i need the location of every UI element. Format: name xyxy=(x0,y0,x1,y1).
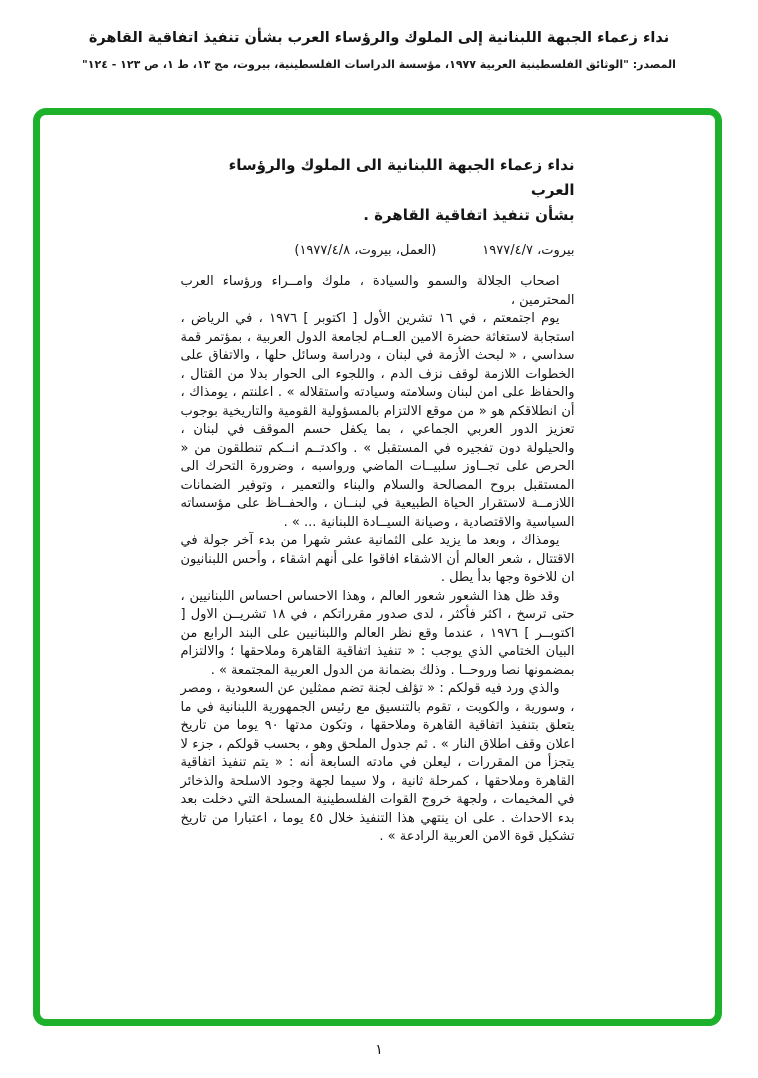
document-title-line-2: بشأن تنفيذ اتفاقية القاهرة . xyxy=(363,206,575,224)
body-paragraph: وقد ظل هذا الشعور شعور العالم ، وهذا الاحساس احساس اللبنانيين ، حتى ترسخ ، اكثر فأكثر ، لدى صدور مقرراتكم ، في ١٨ تشريــن الاول [ اكتوبــر ] ١٩٧٦ ، عندما وقع نظر العالم واللبنانيين على البند الرابع من البيان الختامي الذي يوجب : « تنفيذ اتفاقية القاهرة وملاحقها ؛ والالتزام بمضمونها نصا وروحــا . وذلك بضمانة من الدول العربية المجتمعة » . xyxy=(180,588,575,678)
page-number: ١ xyxy=(375,1042,383,1058)
body-paragraph: والذي ورد فيه قولكم : « تؤلف لجنة تضم ممثلين عن السعودية ، ومصر ، وسورية ، والكويت ، تقوم بالتنسيق مع رئيس الجمهورية اللبنانية في ما يتعلق بتنفيذ اتفاقية القاهرة وملاحقها ، وتكون مدتها ٩٠ يوما من تاريخ اعلان وقف اطلاق النار » . ثم جدول الملحق وهو ، بحسب قولكم ، جزء لا يتجزأ من المقررات ، ليعلن في مادته السابعة أنه : « يتم تنفيذ اتفاقية القاهرة وملاحقها ، كمرحلة ثانية ، ولا سيما لجهة وجود الاسلحة والذخائر في المخيمات ، ولجهة خروج القوات الفلسطينية المسلحة التي دخلت بعد بدء الاحداث . على ان ينتهي هذا التنفيذ خلال ٤٥ يوما ، اعتبارا من تاريخ تشكيل قوة الامن العربية الرادعة » . xyxy=(180,681,575,844)
dateline-source-ref: (العمل، بيروت، ١٩٧٧/٤/٨) xyxy=(294,243,437,258)
document-content xyxy=(181,153,575,847)
dateline xyxy=(181,243,575,258)
body-paragraph: يوم اجتمعتم ، في ١٦ تشرين الأول [ اكتوبر ] ١٩٧٦ ، في الرياض ، استجابة لاستغاثة حضرة الامين العــام لجامعة الدول العربية ، بمؤتمر قمة سداسي ، « لبحث الأزمة في لبنان ، ودراسة وسائل حلها ، والاتفاق على الخطوات اللازمة لوقف نزف الدم ، واللجوء الى الحوار بدلا من القتال ، والحفاظ على امن لبنان وسلامته وسيادته واستقلاله » . اعلنتم ، يومذاك ، أن انطلاقكم هو « من موقع الالتزام بالمسؤولية القومية والتاريخية بوجوب تعزيز الدور العربي الجماعي ، بما يكفل حسم الموقف في لبنان ، والحيلولة دون تفجيره في المستقبل » . واكدتــم انــكم تنطلقون من « الحرص على تجــاوز سلبيــات الماضي ورواسبه ، وضرورة التحرك الى المستقبل بروح المصالحة والسلام والبناء والتعمير ، وتوفير الضمانات اللازمــة لاستقرار الحياة الطبيعية في لبنــان ، والحفــاظ على مؤسساته السياسية والاقتصادية ، وصيانة السيــادة اللبنانية ... » . xyxy=(180,311,575,530)
document-title xyxy=(181,153,575,228)
body-paragraph: اصحاب الجلالة والسمو والسيادة ، ملوك وامــراء ورؤساء العرب المحترمين ، xyxy=(180,274,575,308)
body-paragraph: يومذاك ، وبعد ما يزيد على الثمانية عشر شهرا من بدء آخر جولة في الاقتتال ، شعر العالم أن الاشقاء افاقوا على أنهم اشقاء ، وأحس اللبنانيون ان للاخوة وجها بدأ يطل . xyxy=(180,533,575,585)
document-title-line-1: نداء زعماء الجبهة اللبنانية الى الملوك والرؤساء العرب xyxy=(228,156,575,199)
document-frame xyxy=(33,108,722,1026)
header-title: نداء زعماء الجبهة اللبنانية إلى الملوك والرؤساء العرب بشأن تنفيذ اتفاقية القاهرة xyxy=(88,30,670,46)
header-source-citation: المصدر: "الوثائق الفلسطينية العربية ١٩٧٧، مؤسسة الدراسات الفلسطينية، بيروت، مج ١٣، ط ١، ص ١٢٣ - ١٢٤" xyxy=(82,58,676,71)
document-header xyxy=(0,28,758,71)
dateline-place-date: بيروت، ١٩٧٧/٤/٧ xyxy=(482,243,575,258)
document-body xyxy=(181,273,575,847)
